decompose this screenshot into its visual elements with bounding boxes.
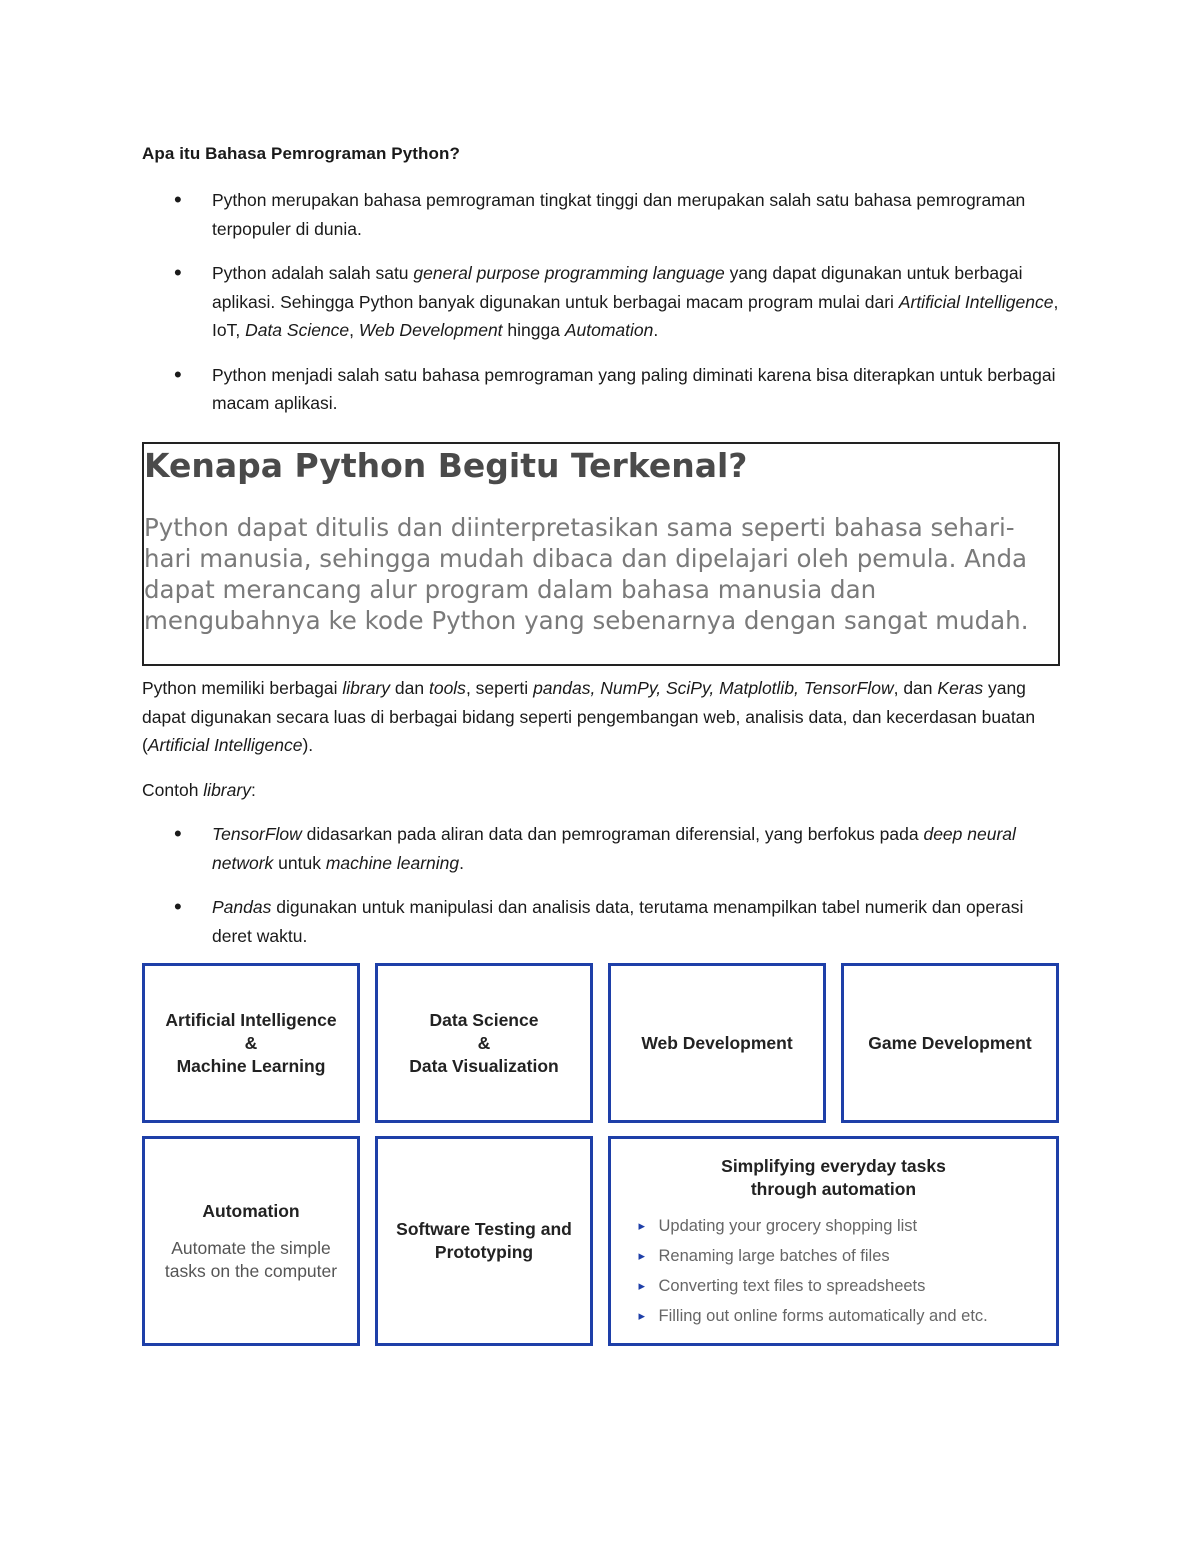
task-item: ▸ Renaming large batches of files — [639, 1241, 1029, 1271]
text-run: Contoh — [142, 780, 204, 800]
text-run-italic: machine learning — [325, 852, 460, 873]
card-title: Web Development — [641, 1032, 793, 1053]
example-bullet-tensorflow — [142, 820, 1060, 877]
text-run-italic: library — [203, 780, 251, 800]
intro-bullet-2 — [142, 259, 1060, 345]
libraries-paragraph — [142, 674, 1060, 760]
text-run-italic: pandas, NumPy, SciPy, Matplotlib, TensorFlow — [533, 678, 894, 698]
text-run-italic: library — [342, 678, 391, 698]
text-run: digunakan untuk manipulasi dan analisis data, terutama menampilkan tabel numerik dan operasi deret waktu. — [212, 897, 1024, 946]
card-title: Automation — [202, 1200, 300, 1221]
section-heading: Apa itu Bahasa Pemrograman Python? — [142, 144, 460, 163]
text-run-italic: general purpose programming language — [413, 263, 725, 283]
use-case-grid — [142, 963, 1060, 1347]
example-bullet-list — [142, 820, 1060, 950]
text-run: : — [250, 780, 256, 800]
task-item: ▸ Converting text files to spreadsheets — [639, 1271, 1029, 1301]
text-run-italic: tools — [428, 678, 466, 698]
task-item: ▸ Filling out online forms automatically and etc. — [639, 1301, 1029, 1331]
card-line: & — [477, 1032, 491, 1053]
text-run: Python adalah salah satu — [212, 263, 414, 283]
card-line: Artificial Intelligence — [165, 1009, 337, 1030]
intro-bullet-1 — [142, 186, 1060, 243]
text-run: Python merupakan bahasa pemrograman tingkat tinggi dan merupakan salah satu bahasa pemrograman terpopuler di dunia. — [212, 190, 1026, 239]
text-run-italic: Pandas — [212, 897, 272, 917]
text-run-italic: Data Science — [245, 320, 350, 340]
text-run: untuk — [273, 852, 326, 873]
text-run-italic: deep neural network — [212, 824, 1016, 873]
card-web-development — [608, 963, 826, 1123]
card-line: Software Testing and — [396, 1219, 572, 1239]
text-run: . — [459, 852, 464, 873]
card-title: through automation — [750, 1179, 917, 1199]
card-line: Data Science — [429, 1009, 539, 1030]
text-run: ). — [302, 735, 314, 755]
card-game-development — [841, 963, 1059, 1123]
text-run: yang dapat digunakan untuk berbagai aplikasi. Sehingga Python banyak digunakan untuk berbagai macam program mulai dari — [212, 263, 1023, 312]
text-run: yang dapat digunakan secara luas di berbagai bidang seperti pengembangan web, analisis data, dan kecerdasan buatan ( — [142, 678, 1036, 755]
callout-box — [142, 442, 1060, 666]
text-run-italic: Artificial Intelligence — [147, 735, 303, 755]
example-bullet-pandas — [142, 893, 1060, 950]
text-run: dan — [390, 678, 429, 698]
card-software-testing — [375, 1136, 593, 1346]
card-line: Data Visualization — [409, 1055, 559, 1076]
text-run-italic: Web Development — [358, 320, 503, 340]
intro-bullet-list — [142, 186, 1060, 418]
text-run-italic: Artificial Intelligence — [898, 291, 1054, 312]
text-run: hingga — [502, 320, 565, 340]
text-run-italic: TensorFlow — [212, 824, 302, 844]
intro-bullet-3 — [142, 361, 1060, 418]
text-run: , dan — [893, 678, 938, 698]
task-list — [639, 1211, 1029, 1331]
text-run-italic: Keras — [937, 678, 984, 698]
text-run: . — [653, 320, 659, 340]
card-line: Machine Learning — [176, 1055, 326, 1076]
text-run: , — [349, 320, 359, 340]
card-subtitle — [165, 1237, 337, 1283]
callout-title: Kenapa Python Begitu Terkenal? — [144, 446, 748, 485]
card-everyday-tasks — [608, 1136, 1059, 1346]
card-title: Simplifying everyday tasks — [721, 1156, 946, 1176]
text-run: didasarkan pada aliran data dan pemrograman diferensial, yang berfokus pada — [301, 824, 924, 844]
text-run: Python memiliki berbagai — [142, 678, 343, 698]
example-label — [142, 776, 1060, 805]
text-run: Python menjadi salah satu bahasa pemrograman yang paling diminati karena bisa diterapkan untuk berbagai macam aplikasi. — [212, 364, 1056, 413]
task-item: ▸ Updating your grocery shopping list — [639, 1211, 1029, 1241]
card-sub-line: Automate the simple — [171, 1237, 331, 1258]
card-ai-ml — [142, 963, 360, 1123]
card-title: Game Development — [868, 1032, 1032, 1053]
text-run: , seperti — [465, 678, 534, 698]
text-run-italic: Automation — [564, 320, 654, 340]
card-line: Prototyping — [434, 1242, 534, 1262]
callout-body: Python dapat ditulis dan diinterpretasikan sama seperti bahasa sehari-hari manusia, sehingga mudah dibaca dan dipelajari oleh pemula. Anda dapat merancang alur program dalam bahasa manusia dan mengubahnya ke kode Python yang sebenarnya dengan sangat mudah. — [144, 513, 1029, 635]
card-data-science — [375, 963, 593, 1123]
card-line: & — [244, 1032, 258, 1053]
card-automation — [142, 1136, 360, 1346]
text-run: , IoT, — [212, 291, 1059, 340]
card-sub-line: tasks on the computer — [164, 1260, 338, 1281]
